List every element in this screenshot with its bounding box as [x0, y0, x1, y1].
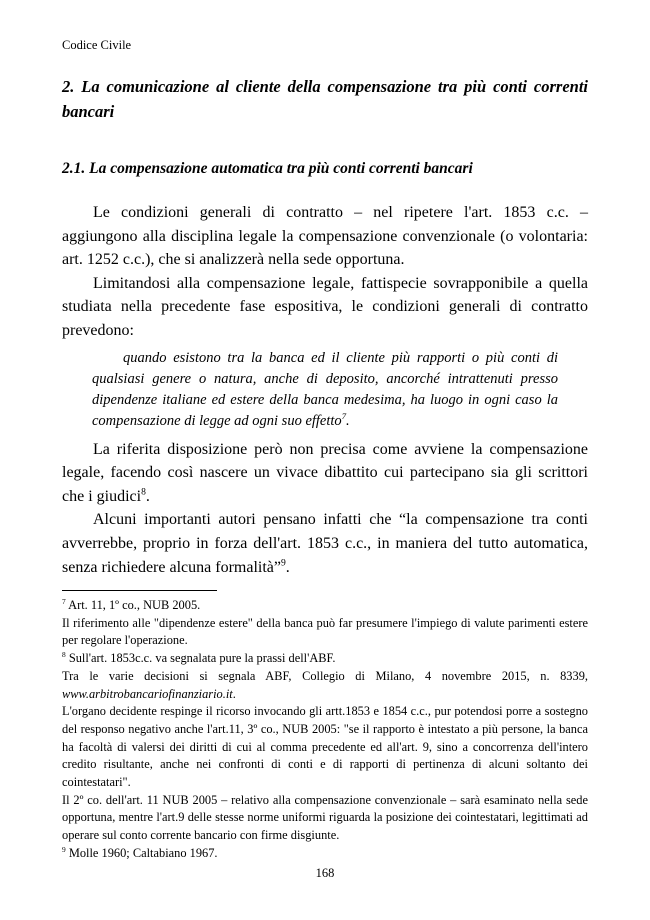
footnote-ref-9[interactable]: 9 — [280, 557, 286, 569]
quote-text-wrapper — [92, 348, 558, 432]
page-number: 168 — [315, 866, 335, 880]
footnote-9-text: Molle 1960; Caltabiano 1967. — [68, 845, 218, 860]
paragraph-3-text: La riferita disposizione però non precisa come avviene la compensazione legale, facendo così nascere un vivace dibattito cui partecipano sia gli scrittori che i giudici — [62, 440, 588, 505]
paragraph-3 — [62, 438, 588, 509]
footnote-7-text: Art. 11, 1º co., NUB 2005. — [68, 598, 201, 612]
footnote-8-decision — [62, 668, 588, 703]
paragraph-4-end: . — [285, 558, 290, 576]
paragraph-3-end: . — [145, 487, 150, 505]
section-title: 2.1. La compensazione automatica tra più conti correnti bancari — [62, 160, 473, 177]
footnote-8 — [62, 650, 588, 668]
paragraph-4-text: Alcuni importanti autori pensano infatti che “la compensazione tra conti avverrebbe, proprio in forza dell'art. 1853 c.c., in maniera del tutto automatica, senza richiedere alcuna formalità” — [62, 511, 588, 576]
footnote-8-url-end: . — [232, 686, 236, 701]
footnote-number-7: 7 — [62, 596, 66, 606]
body-text — [62, 201, 588, 579]
footnotes — [62, 597, 588, 863]
quote-text: quando esistono tra la banca ed il cliente più rapporti o più conti di qualsiasi genere o natura, anche di deposito, ancorché intrattenuti presso dipendenze italiane ed estere della banca medesima, ha luogo in ogni caso la compensazione di legge ad ogni suo effetto — [92, 349, 558, 429]
paragraph-1: Le condizioni generali di contratto – nel ripetere l'art. 1853 c.c. – aggiungono alla disciplina legale la compensazione convenzionale (o volontaria: art. 1252 c.c.), che si analizzerà nella sede opportuna. — [62, 204, 588, 269]
quoted-clause — [92, 348, 558, 432]
footnote-7 — [62, 597, 588, 615]
paragraph-2: Limitandosi alla compensazione legale, fattispecie sovrapponibile a quella studiata nella precedente fase espositiva, le condizioni generali di contratto prevedono: — [62, 274, 588, 339]
footnote-7-continued: Il riferimento alle "dipendenze estere" della banca può far presumere l'impiego di valute parimenti estere per regolare l'operazione. — [62, 615, 588, 648]
abf-website-link[interactable]: www.arbitrobancariofinanziario.it — [62, 686, 233, 701]
footnote-9 — [62, 845, 588, 863]
footnote-8-ruling: L'organo decidente respinge il ricorso invocando gli artt.1853 e 1854 c.c., pur potendosi porre a sostegno del responso negativo anche l'art.11, 3º co., NUB 2005: "se il rapporto è intestato a più persone, la banca ha facoltà di valersi dei diritti di cui al comma precedente ed all'art. 9, sino a concorrenza dell'intero credito risultante, anche nei confronti di conti e di rapporti di pertinenza di alcuni soltanto dei cointestatari". — [62, 704, 588, 790]
paragraph-4 — [62, 508, 588, 579]
footnote-number-9: 9 — [62, 844, 66, 854]
running-header: Codice Civile — [62, 38, 132, 52]
footnote-8-text: Sull'art. 1853c.c. va segnalata pure la prassi dell'ABF. — [68, 651, 336, 666]
footnote-ref-8[interactable]: 8 — [141, 486, 146, 498]
footnote-8-note: Il 2º co. dell'art. 11 NUB 2005 – relativo alla compensazione convenzionale – sarà esaminato nella sede opportuna, mentre l'art.9 delle stesse norme uniformi riguarda la posizione dei cointestatari, legittimati ad operare sul conto corrente bancario con firme disgiunte. — [62, 792, 588, 843]
chapter-title: 2. La comunicazione al cliente della compensazione tra più conti correnti bancari — [62, 77, 588, 121]
quote-end: . — [346, 412, 350, 429]
footnote-number-8: 8 — [62, 649, 66, 659]
footnote-8-decision-text: Tra le varie decisioni si segnala ABF, Collegio di Milano, 4 novembre 2015, n. 8339, — [62, 668, 588, 683]
footnote-ref-7[interactable]: 7 — [341, 410, 347, 421]
footnote-separator — [62, 590, 217, 591]
